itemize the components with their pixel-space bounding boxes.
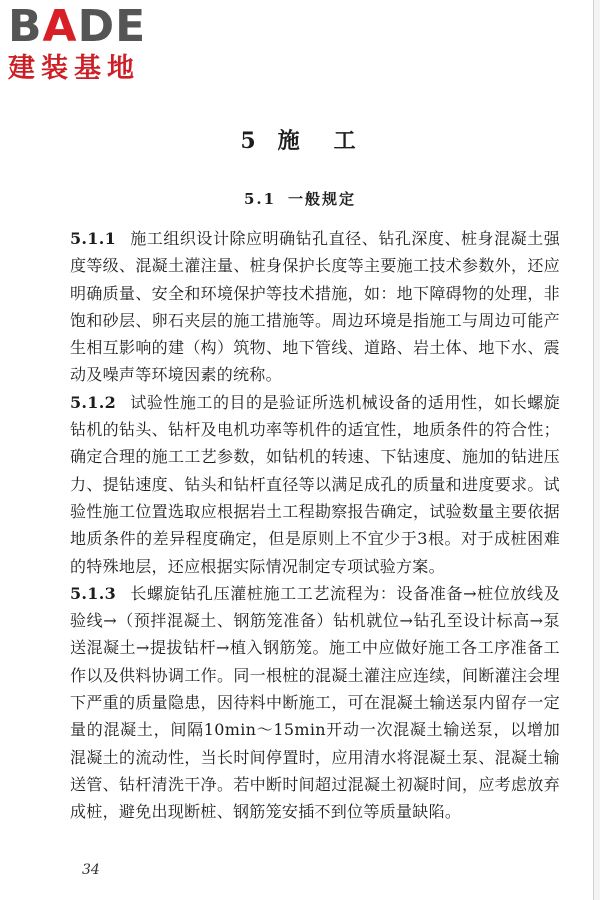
page-number: 34 xyxy=(82,862,100,878)
clause-5-1-3 xyxy=(70,580,560,826)
clause-text: 试验性施工的目的是验证所选机械设备的适用性，如长螺旋钻机的钻头、钻杆及电机功率等机件的适宜性，地质条件的符合性；确定合理的施工工艺参数，如钻机的转速、下钻速度、施加的钻进压力、提钻速度、钻头和钻杆直径等以满足成孔的质量和进度要求。试验性施工位置选取应根据岩土工程勘察报告确定，试验数量主要依据地质条件的差异程度确定，但是原则上不宜少于3根。对于成桩困难的特殊地层，还应根据实际情况制定专项试验方案。 xyxy=(70,392,560,576)
logo-wordmark: BADE xyxy=(8,1,147,52)
clause-5-1-2 xyxy=(70,389,560,580)
chapter-title-part2: 工 xyxy=(333,128,360,154)
bade-logo xyxy=(8,1,188,86)
clause-list xyxy=(70,225,560,826)
clause-number: 5.1.1 xyxy=(70,229,117,248)
chapter-title-part1: 施 xyxy=(277,128,304,154)
clause-text: 施工组织设计除应明确钻孔直径、钻孔深度、桩身混凝土强度等级、混凝土灌注量、桩身保护长度等主要施工技术参数外，还应明确质量、安全和环境保护等技术措施，如：地下障碍物的处理，非饱和砂层、卵石夹层的施工措施等。周边环境是指施工与周边可能产生相互影响的建（构）筑物、地下管线、道路、岩土体、地下水、震动及噪声等环境因素的统称。 xyxy=(70,229,560,385)
section-title xyxy=(0,187,600,211)
clause-text: 长螺旋钻孔压灌桩施工工艺流程为：设备准备→桩位放线及验线→（预拌混凝土、钢筋笼准备）钻机就位→钻孔至设计标高→泵送混凝土→提拔钻杆→植入钢筋笼。施工中应做好施工各工序准备工作以及供料协调工作。同一根桩的混凝土灌注应连续，间断灌注会埋下严重的质量隐患，因待料中断施工，可在混凝土输送泵内留存一定量的混凝土，间隔10min～15min开动一次混凝土输送泵，以增加混凝土的流动性，当长时间停置时，应用清水将混凝土泵、混凝土输送管、钻杆清洗干净。若中断时间超过混凝土初凝时间，应考虑放弃成桩，避免出现断桩、钢筋笼安插不到位等质量缺陷。 xyxy=(70,583,560,822)
chapter-title xyxy=(0,126,600,156)
chapter-number: 5 xyxy=(240,128,260,154)
section-number: 5.1 xyxy=(243,190,277,208)
clause-5-1-1 xyxy=(70,225,560,389)
logo-subtitle: 建装基地 xyxy=(8,53,140,84)
clause-number: 5.1.3 xyxy=(70,583,117,603)
section-heading: 一般规定 xyxy=(288,190,357,208)
clause-number: 5.1.2 xyxy=(70,392,117,412)
